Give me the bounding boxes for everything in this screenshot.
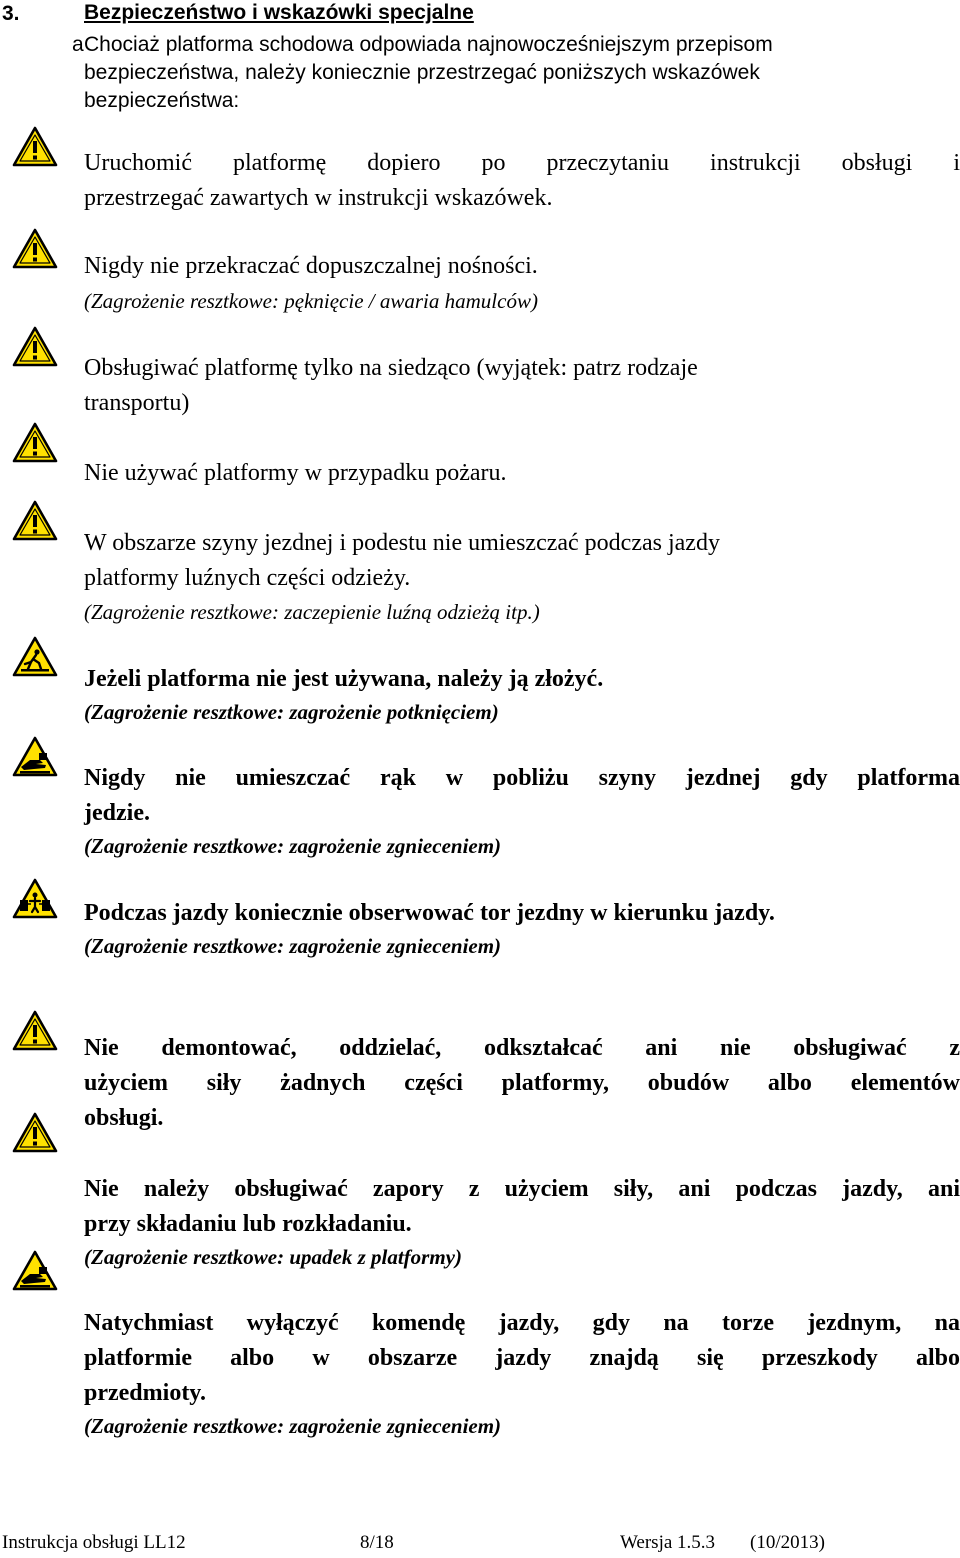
warning-icon bbox=[12, 1010, 58, 1052]
item-11-note: (Zagrożenie resztkowe: zagrożenie zgnieceniem) bbox=[84, 1414, 502, 1438]
section-number: 3. bbox=[2, 2, 20, 25]
item-5-line-2: platformy luźnych części odzieży. bbox=[84, 565, 411, 591]
footer-manual-title: Instrukcja obsługi LL12 bbox=[2, 1532, 186, 1553]
item-10-line-1: Nie należy obsługiwać zapory z użyciem siły, ani podczas jazdy, ani bbox=[84, 1176, 960, 1202]
item-7-line-2: jedzie. bbox=[84, 800, 150, 826]
item-8-note: (Zagrożenie resztkowe: zagrożenie zgnieceniem) bbox=[84, 934, 502, 958]
warning-icon bbox=[12, 422, 58, 464]
item-10-note: (Zagrożenie resztkowe: upadek z platformy) bbox=[84, 1245, 462, 1269]
item-7-note: (Zagrożenie resztkowe: zagrożenie zgnieceniem) bbox=[84, 834, 502, 858]
warning-icon bbox=[12, 1112, 58, 1154]
footer-version: Wersja 1.5.3 bbox=[620, 1532, 716, 1553]
footer-page-number: 8/18 bbox=[360, 1532, 394, 1553]
intro-line-2: bezpieczeństwa, należy koniecznie przestrzegać poniższych wskazówek bbox=[84, 61, 760, 84]
item-1-line-1: Uruchomić platformę dopiero po przeczytaniu instrukcji obsługi i bbox=[84, 150, 960, 176]
item-9-line-1: Nie demontować, oddzielać, odkształcać ani nie obsługiwać z bbox=[84, 1035, 960, 1061]
intro-line-1: Chociaż platforma schodowa odpowiada najnowocześniejszym przepisom bbox=[84, 33, 773, 56]
item-2-line-1: Nigdy nie przekraczać dopuszczalnej nośności. bbox=[84, 253, 538, 279]
item-11-line-3: przedmioty. bbox=[84, 1380, 206, 1406]
warning-icon bbox=[12, 126, 58, 168]
item-11-line-2: platformie albo w obszarze jazdy znajdą się przeszkody albo bbox=[84, 1345, 960, 1371]
trip-hazard-icon bbox=[12, 636, 58, 678]
item-5-line-1: W obszarze szyny jezdnej i podestu nie umieszczać podczas jazdy bbox=[84, 530, 720, 556]
intro-line-3: bezpieczeństwa: bbox=[84, 89, 240, 112]
section-title: Bezpieczeństwo i wskazówki specjalne bbox=[84, 1, 474, 24]
hand-crush-icon bbox=[12, 1250, 58, 1292]
item-7-line-1: Nigdy nie umieszczać rąk w pobliżu szyny jezdnej gdy platforma bbox=[84, 765, 960, 791]
item-6-line-1: Jeżeli platforma nie jest używana, należy ją złożyć. bbox=[84, 666, 604, 692]
item-9-line-3: obsługi. bbox=[84, 1105, 164, 1131]
hand-crush-icon bbox=[12, 736, 58, 778]
item-3-line-2: transportu) bbox=[84, 390, 190, 416]
crush-hazard-icon bbox=[12, 878, 58, 920]
item-6-note: (Zagrożenie resztkowe: zagrożenie potknięciem) bbox=[84, 700, 499, 724]
item-10-line-2: przy składaniu lub rozkładaniu. bbox=[84, 1211, 412, 1237]
item-5-note: (Zagrożenie resztkowe: zaczepienie luźną odzieżą itp.) bbox=[84, 600, 540, 624]
item-4-line-1: Nie używać platformy w przypadku pożaru. bbox=[84, 460, 507, 486]
item-3-line-1: Obsługiwać platformę tylko na siedząco (wyjątek: patrz rodzaje bbox=[84, 355, 698, 381]
warning-icon bbox=[12, 326, 58, 368]
footer-date: (10/2013) bbox=[750, 1532, 825, 1553]
item-1-line-2: przestrzegać zawartych w instrukcji wskazówek. bbox=[84, 185, 553, 211]
warning-icon bbox=[12, 500, 58, 542]
item-2-note: (Zagrożenie resztkowe: pęknięcie / awaria hamulców) bbox=[84, 289, 538, 313]
item-8-line-1: Podczas jazdy koniecznie obserwować tor jezdny w kierunku jazdy. bbox=[84, 900, 775, 926]
item-11-line-1: Natychmiast wyłączyć komendę jazdy, gdy na torze jezdnym, na bbox=[84, 1310, 960, 1336]
warning-icon bbox=[12, 228, 58, 270]
intro-stray-glyph: a bbox=[72, 33, 84, 56]
item-9-line-2: użyciem siły żadnych części platformy, obudów albo elementów bbox=[84, 1070, 960, 1096]
